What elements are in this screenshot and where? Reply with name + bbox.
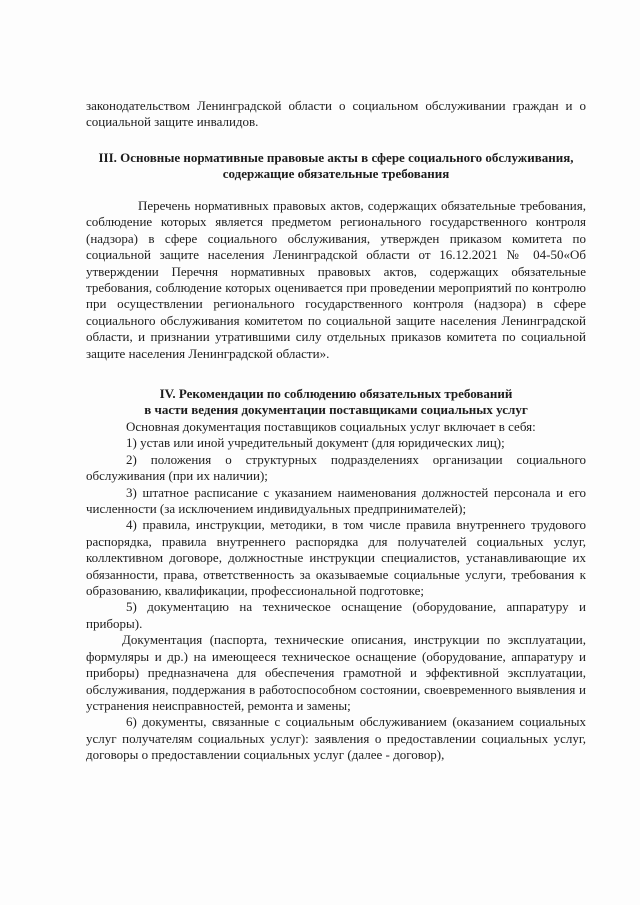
list-item-2: 2) положения о структурных подразделениях организации социального обслуживания (при их наличии); — [86, 451, 586, 484]
section-4-heading-line-1: IV. Рекомендации по соблюдению обязательных требований — [159, 386, 513, 401]
list-item-1: 1) устав или иной учредительный документ (для юридических лиц); — [126, 435, 505, 451]
section-4-heading-line-2: в части ведения документации поставщиками социальных услуг — [144, 402, 528, 418]
section-3-heading-block — [86, 150, 586, 183]
section-3-paragraph: Перечень нормативных правовых актов, содержащих обязательные требования, соблюдение которых является предметом регионального государственного контроля (надзора) в сфере социального обслуживания, утвержден приказом комитета по социальной защите населения Ленинградской области от 16.12.2021 № 04-50«Об утверждении Перечня нормативных правовых актов, содержащих обязательные требования, соблюдение которых оценивается при проведении мероприятий по контролю при осуществлении регионального государственного контроля (надзора) в сфере социального обслуживания комитетом по социальной защите населения Ленинградской области, и признании утратившими силу отдельных приказов комитета по социальной защите населения Ленинградской области». — [86, 198, 586, 361]
list-item-5: 5) документацию на техническое оснащение (оборудование, аппаратуру и приборы). — [86, 599, 586, 631]
section-3-heading: III. Основные нормативные правовые акты в сфере социального обслуживания, содержащие обязательные требования — [98, 150, 574, 182]
section-3-body — [86, 198, 586, 362]
section-4-lead: Основная документация поставщиков социальных услуг включает в себя: — [126, 419, 536, 434]
section-4-body — [86, 419, 586, 764]
list-item-4: 4) правила, инструкции, методики, в том числе правила внутреннего трудового распорядка, правила внутреннего распорядка для получателей социальных услуг, коллективном договоре, должностные инструкции специалистов, устанавливающие их обязанности, права, ответственность за оказываемые социальные услуги, требования к образованию, квалификации, профессиональной подготовке; — [86, 517, 586, 599]
list-item-6: 6) документы, связанные с социальным обслуживанием (оказанием социальных услуг получателям социальных услуг): заявления о предоставлении социальных услуг, договоры о предоставлении социальных услуг (далее - договор), — [86, 714, 586, 763]
section-4-heading-block — [86, 386, 586, 419]
list-item-5-note: Документация (паспорта, технические описания, инструкции по эксплуатации, формуляры и др.) на имеющееся техническое оснащение (оборудование, аппаратуру и приборы) предназначена для обеспечения грамотной и эффективной эксплуатации, обслуживания, поддержания в работоспособном состоянии, своевременного выявления и устранения неисправностей, ремонта и замены; — [86, 632, 586, 713]
intro-paragraph: законодательством Ленинградской области о социальном обслуживании граждан и о социальной защите инвалидов. — [86, 98, 586, 130]
intro-block — [86, 98, 586, 131]
list-item-3: 3) штатное расписание с указанием наименования должностей персонала и его численности (за исключением индивидуальных предпринимателей); — [86, 484, 586, 517]
